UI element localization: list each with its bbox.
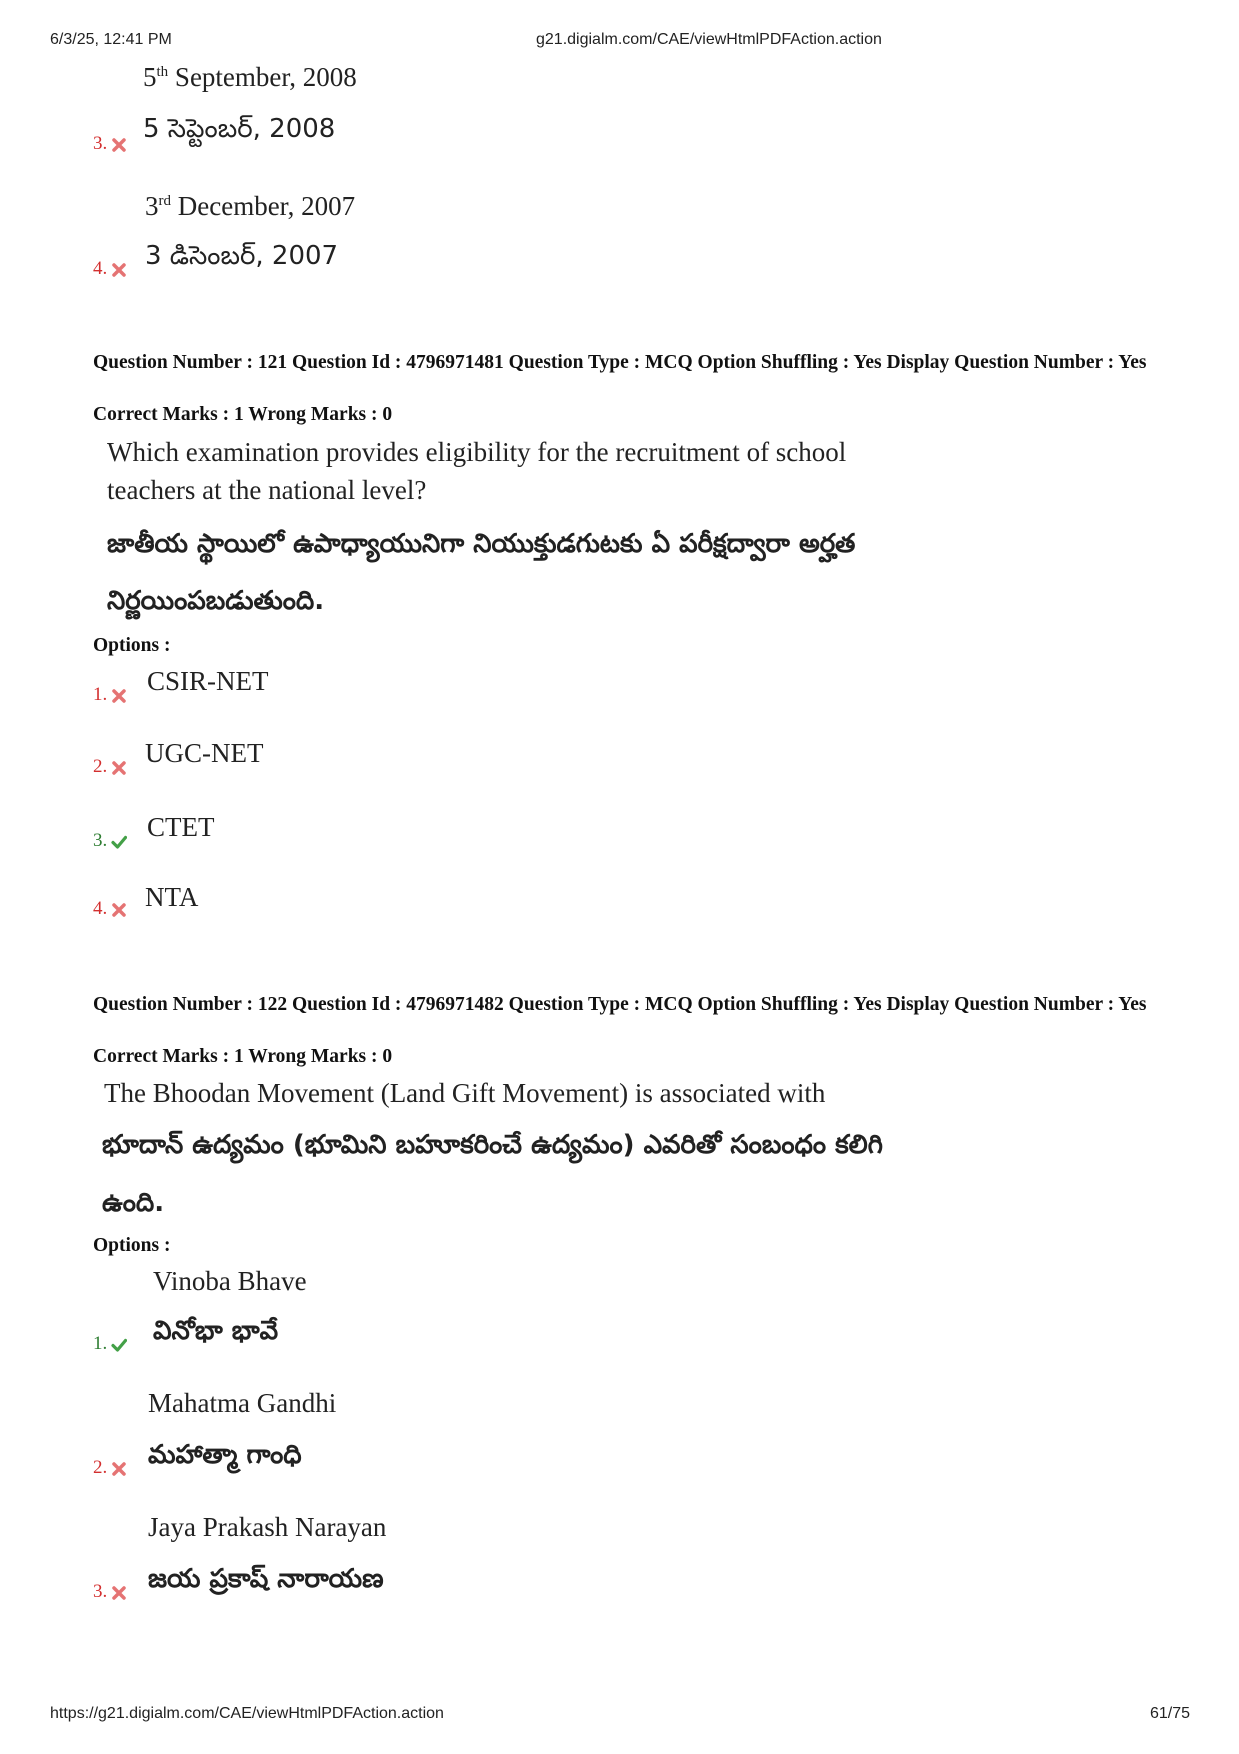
q122-option-1-telugu: వినోభా భావే [153,1316,279,1346]
wrong-mark-icon [111,137,127,153]
prev-option-4-english: 3rd December, 2007 [145,191,356,221]
q121-meta: Question Number : 121 Question Id : 4796971481 Question Type : MCQ Option Shuffling : Yes Display Question Number : Yes [93,352,1147,373]
q122-meta: Question Number : 122 Question Id : 4796971482 Question Type : MCQ Option Shuffling : Yes Display Question Number : Yes [93,994,1147,1015]
print-footer-url: https://g21.digialm.com/CAE/viewHtmlPDFAction.action [50,1705,444,1722]
prev-option-4-telugu: 3 డిసెంబర్, 2007 [145,241,339,271]
q122-option-3-number: 3. [93,1581,127,1603]
q121-marks: Correct Marks : 1 Wrong Marks : 0 [93,404,393,425]
q122-option-3-english: Jaya Prakash Narayan [148,1512,387,1542]
prev-option-4-number: 4. [93,258,127,280]
q121-option-1-text: CSIR-NET [147,666,269,696]
q122-option-2-english: Mahatma Gandhi [148,1388,337,1418]
q121-text-english-line2: teachers at the national level? [107,475,427,505]
correct-check-icon [111,1337,127,1353]
q122-option-3-telugu: జయ ప్రకాష్ నారాయణ [148,1564,384,1594]
q122-option-1-number: 1. [93,1333,127,1355]
q121-option-1-number: 1. [93,684,127,706]
wrong-mark-icon [111,1461,127,1477]
wrong-mark-icon [111,760,127,776]
print-header-url: g21.digialm.com/CAE/viewHtmlPDFAction.action [536,31,882,48]
q122-text-telugu-line1: భూదాన్ ఉద్యమం (భూమిని బహూకరించే ఉద్యమం) ఎవరితో సంబంధం కలిగి [102,1130,883,1160]
wrong-mark-icon [111,688,127,704]
q122-option-2-telugu: మహాత్మా గాంధి [148,1440,302,1470]
q121-text-english-line1: Which examination provides eligibility for the recruitment of school [107,437,847,467]
prev-option-3-telugu: 5 సెప్టెంబర్, 2008 [143,114,336,144]
q121-option-4-number: 4. [93,898,127,920]
q121-option-3-number: 3. [93,830,127,852]
wrong-mark-icon [111,902,127,918]
q122-text-telugu-line2: ఉంది. [102,1188,165,1218]
prev-option-3-number: 3. [93,133,127,155]
q121-option-2-number: 2. [93,756,127,778]
wrong-mark-icon [111,262,127,278]
q121-option-3-text: CTET [147,812,215,842]
prev-option-3-english: 5th September, 2008 [143,62,357,92]
q121-option-2-text: UGC-NET [145,738,264,768]
q121-text-telugu-line1: జాతీయ స్థాయిలో ఉపాధ్యాయునిగా నియుక్తుడగుటకు ఏ పరీక్షద్వారా అర్హత [107,529,856,559]
q122-options-label: Options : [93,1235,171,1256]
q122-marks: Correct Marks : 1 Wrong Marks : 0 [93,1046,393,1067]
correct-check-icon [111,834,127,850]
page-number: 61/75 [1150,1705,1191,1722]
q121-option-4-text: NTA [145,882,199,912]
q122-text-english: The Bhoodan Movement (Land Gift Movement) is associated with [104,1078,826,1108]
print-datetime: 6/3/25, 12:41 PM [50,31,172,48]
q121-options-label: Options : [93,635,171,656]
q121-text-telugu-line2: నిర్ణయింపబడుతుంది. [107,586,325,616]
wrong-mark-icon [111,1585,127,1601]
q122-option-1-english: Vinoba Bhave [153,1266,307,1296]
q122-option-2-number: 2. [93,1457,127,1479]
